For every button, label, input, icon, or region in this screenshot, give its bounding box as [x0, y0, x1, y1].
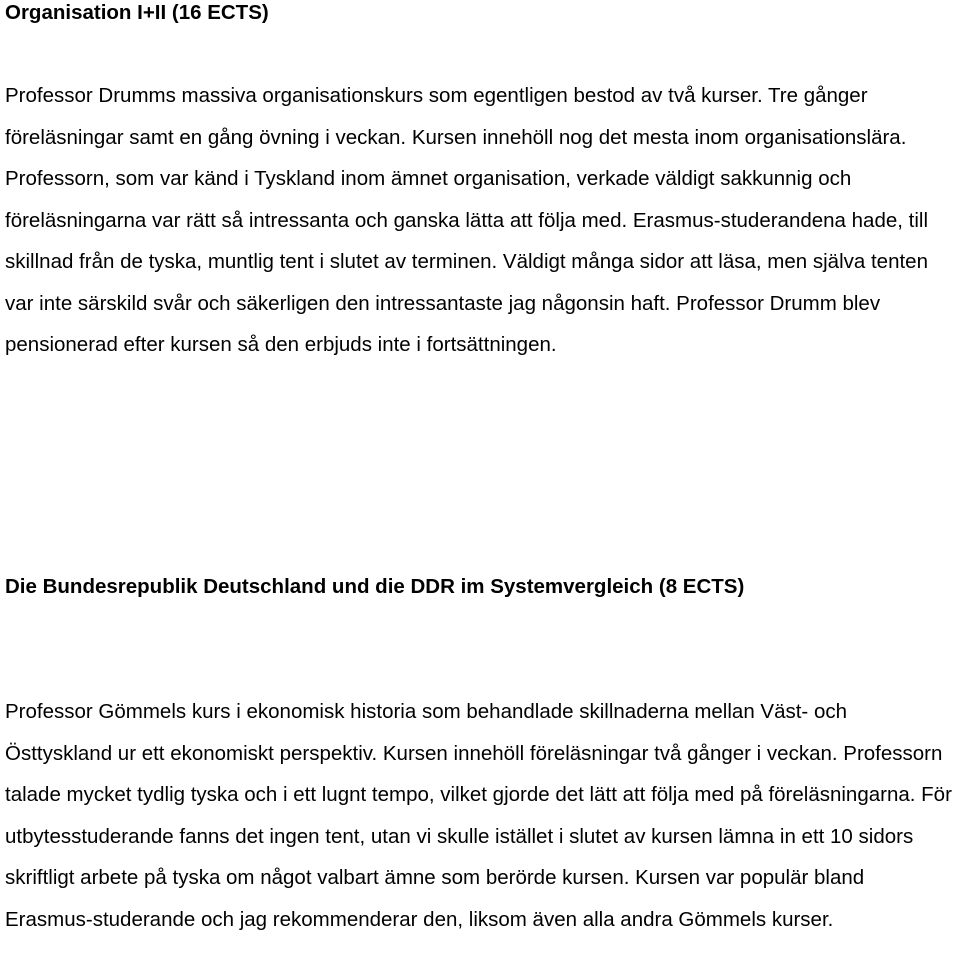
section-paragraph: Professor Drumms massiva organisationskurs som egentligen bestod av två kurser. Tre gånger föreläsningar samt en gång övning i veckan. Kursen innehöll nog det mesta inom organisationslära. Professorn, som var känd i Tyskland inom ämnet organisation, verkade väldigt sakkunnig och föreläsningarna var rätt så intressanta och ganska lätta att följa med. Erasmus-studerandena hade, till skillnad från de tyska, muntlig tent i slutet av terminen. Väldigt många sidor att läsa, men själva tenten var inte särskild svår och säkerligen den intressantaste jag någonsin haft. Professor Drumm blev pensionerad efter kursen så den erbjuds inte i fortsättningen.: [5, 84, 929, 356]
section-heading: Die Bundesrepublik Deutschland und die DDR im Systemvergleich (8 ECTS): [5, 575, 745, 598]
section-paragraph: Professor Gömmels kurs i ekonomisk historia som behandlade skillnaderna mellan Väst- och Östtyskland ur ett ekonomiskt perspektiv. Kursen innehöll föreläsningar två gånger i veckan. Professorn talade mycket tydlig tyska och i ett lugnt tempo, vilket gjorde det lätt att följa med på föreläsningarna. För utbytesstuderande fanns det ingen tent, utan vi skulle istället i slutet av kursen lämna in ett 10 sidors skriftligt arbete på tyska om något valbart ämne som berörde kursen. Kursen var populär bland Erasmus-studerande och jag rekommenderar den, liksom även alla andra Gömmels kurser.: [5, 700, 952, 931]
section-heading: Organisation I+II (16 ECTS): [5, 1, 269, 24]
